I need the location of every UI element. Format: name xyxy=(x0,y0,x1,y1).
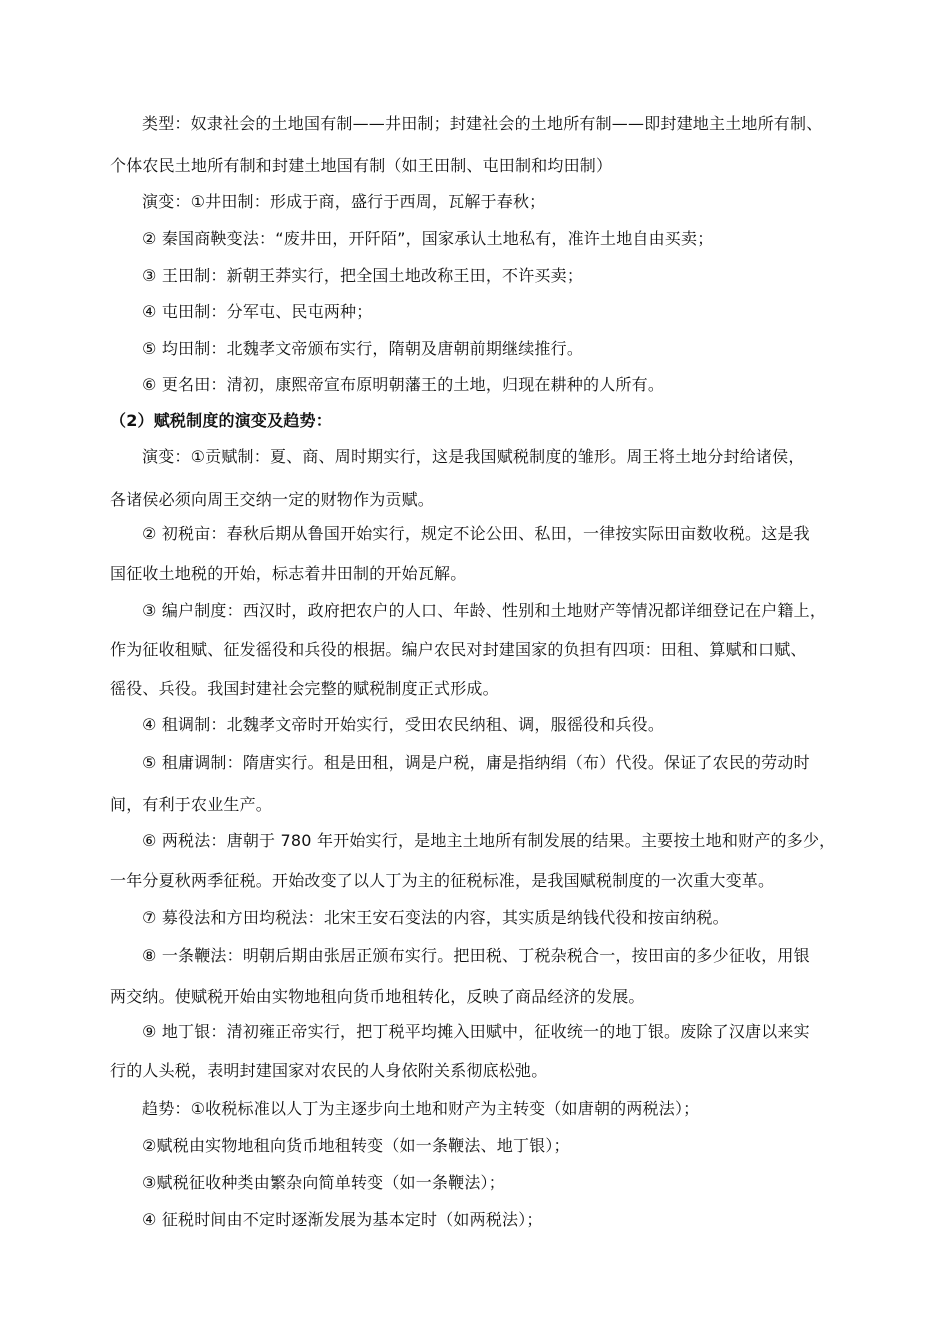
list-item-di-ding-yin: ⑨ 地丁银：清初雍正帝实行，把丁税平均摊入田赋中，征收统一的地丁银。废除了汉唐以来实 xyxy=(142,1022,810,1041)
list-item-geng-ming-tian: ⑥ 更名田：清初，康熙帝宣布原明朝藩王的土地，归现在耕种的人所有。 xyxy=(142,375,665,394)
list-item-yi-tiao-bian: ⑧ 一条鞭法：明朝后期由张居正颁布实行。把田税、丁税杂税合一，按田亩的多少征收，用银 xyxy=(142,946,810,965)
list-item-bian-hu-cont1: 作为征收租赋、征发徭役和兵役的根据。编户农民对封建国家的负担有四项：田租、算赋和口赋、 xyxy=(110,640,807,659)
list-item-jun-tian: ⑤ 均田制：北魏孝文帝颁布实行，隋朝及唐朝前期继续推行。 xyxy=(142,339,584,358)
list-item-zu-yong-diao: ⑤ 租庸调制：隋唐实行。租是田租，调是户税，庸是指纳绢（布）代役。保证了农民的劳动时 xyxy=(142,753,810,772)
list-item-zu-yong-diao-cont: 间，有利于农业生产。 xyxy=(110,795,273,814)
list-item-tun-tian: ④ 屯田制：分军屯、民屯两种； xyxy=(142,302,373,321)
list-item-wang-tian: ③ 王田制：新朝王莽实行，把全国土地改称王田，不许买卖； xyxy=(142,266,584,285)
paragraph-land-types: 类型：奴隶社会的土地国有制——井田制；封建社会的土地所有制——即封建地主土地所有制、 xyxy=(142,114,823,133)
list-item-mu-yi: ⑦ 募役法和方田均税法：北宋王安石变法的内容，其实质是纳钱代役和按亩纳税。 xyxy=(142,908,729,927)
list-item-bian-hu-cont2: 徭役、兵役。我国封建社会完整的赋税制度正式形成。 xyxy=(110,679,499,698)
list-item-di-ding-yin-cont: 行的人头税，表明封建国家对农民的人身依附关系彻底松弛。 xyxy=(110,1061,548,1080)
list-item-zu-diao: ④ 租调制：北魏孝文帝时开始实行，受田农民纳租、调，服徭役和兵役。 xyxy=(142,715,665,734)
paragraph-tax-evolution: 演变：①贡赋制：夏、商、周时期实行，这是我国赋税制度的雏形。周王将土地分封给诸侯， xyxy=(142,447,805,466)
list-item-trend-4: ④ 征税时间由不定时逐渐发展为基本定时（如两税法）； xyxy=(142,1210,543,1229)
list-item-trend-3: ③赋税征收种类由繁杂向简单转变（如一条鞭法）； xyxy=(142,1173,505,1192)
list-item-liang-shui: ⑥ 两税法：唐朝于 780 年开始实行，是地主土地所有制发展的结果。主要按土地和财产的多少， xyxy=(142,831,836,850)
list-item-shang-yang: ② 秦国商鞅变法：“废井田，开阡陌”，国家承认土地私有，准许土地自由买卖； xyxy=(142,229,714,248)
paragraph-land-types-cont: 个体农民土地所有制和封建土地国有制（如王田制、屯田制和均田制） xyxy=(110,156,613,175)
list-item-liang-shui-cont: 一年分夏秋两季征税。开始改变了以人丁为主的征税标准，是我国赋税制度的一次重大变革。 xyxy=(110,871,775,890)
paragraph-land-evolution: 演变：①井田制：形成于商，盛行于西周，瓦解于春秋； xyxy=(142,192,546,211)
list-item-chu-shui-mu: ② 初税亩：春秋后期从鲁国开始实行，规定不论公田、私田，一律按实际田亩数收税。这是我 xyxy=(142,524,810,543)
section-heading-tax: （2）赋税制度的演变及趋势： xyxy=(110,411,332,430)
list-item-chu-shui-mu-cont: 国征收土地税的开始，标志着井田制的开始瓦解。 xyxy=(110,564,467,583)
list-item-trend-2: ②赋税由实物地租向货币地租转变（如一条鞭法、地丁银）； xyxy=(142,1136,570,1155)
list-item-bian-hu: ③ 编户制度：西汉时，政府把农户的人口、年龄、性别和土地财产等情况都详细登记在户籍上， xyxy=(142,601,827,620)
paragraph-trend: 趋势：①收税标准以人丁为主逐步向土地和财产为主转变（如唐朝的两税法）； xyxy=(142,1099,700,1118)
paragraph-tax-evolution-cont: 各诸侯必须向周王交纳一定的财物作为贡赋。 xyxy=(110,490,435,509)
list-item-yi-tiao-bian-cont: 两交纳。使赋税开始由实物地租向货币地租转化，反映了商品经济的发展。 xyxy=(110,987,645,1006)
